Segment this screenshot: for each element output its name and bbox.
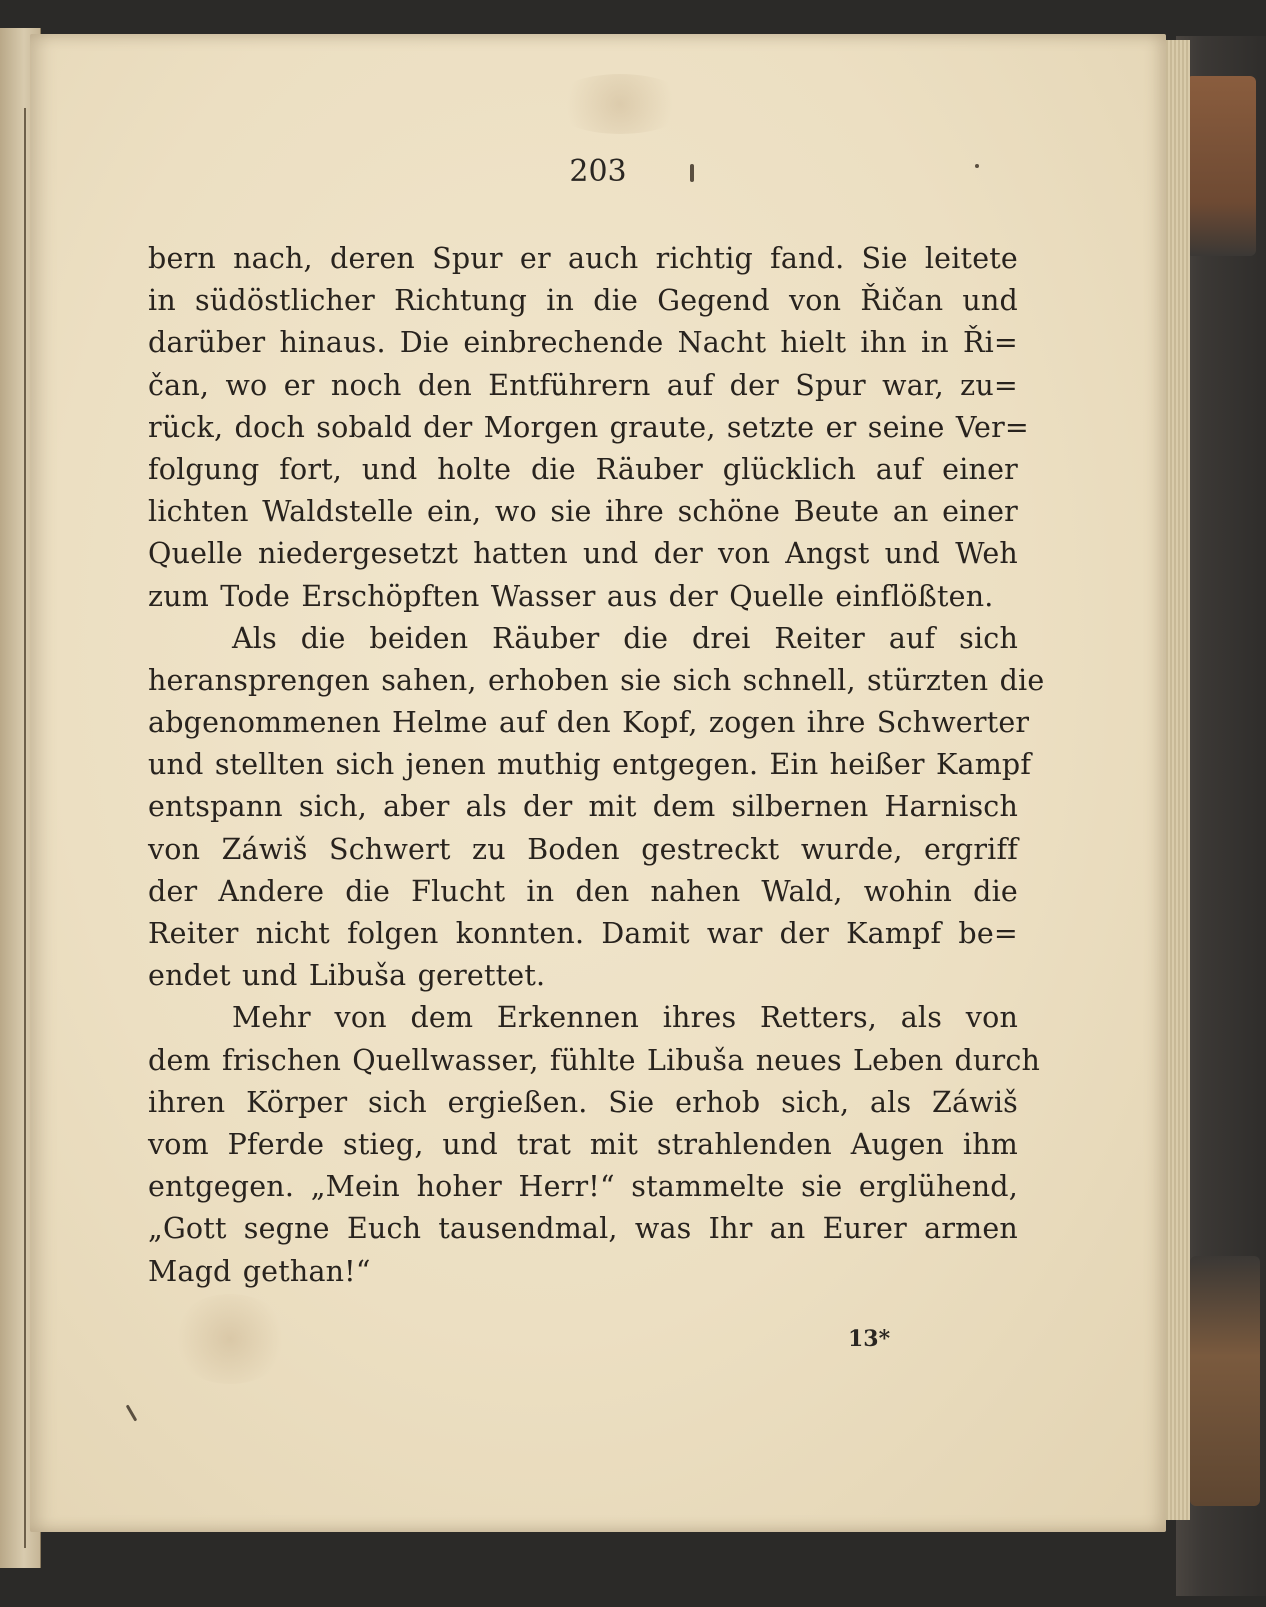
text-line: Mehr von dem Erkennen ihres Retters, als von bbox=[232, 1001, 1018, 1035]
text-line: von Záwiš Schwert zu Boden gestreckt wurde, ergriff bbox=[148, 832, 1018, 866]
text-line: Quelle niedergesetzt hatten und der von Angst und Weh bbox=[148, 537, 1018, 571]
book-page bbox=[30, 34, 1166, 1532]
paper-speck bbox=[126, 1404, 138, 1421]
text-line: entgegen. „Mein hoher Herr!“ stammelte sie erglühend, bbox=[148, 1170, 1018, 1204]
page-number: 203 bbox=[569, 154, 627, 189]
text-line: lichten Waldstelle ein, wo sie ihre schöne Beute an einer bbox=[148, 495, 1018, 529]
cover-worn-corner-bottom bbox=[1190, 1256, 1260, 1506]
paper-stain bbox=[170, 1294, 290, 1384]
body-text bbox=[148, 238, 1045, 1293]
text-line: zum Tode Erschöpften Wasser aus der Quelle einflößten. bbox=[148, 579, 994, 613]
cover-worn-corner-top bbox=[1186, 76, 1256, 256]
text-line: der Andere die Flucht in den nahen Wald, wohin die bbox=[148, 874, 1018, 908]
text-line: und stellten sich jenen muthig entgegen. Ein heißer Kampf bbox=[148, 748, 1032, 782]
left-page-fold bbox=[24, 108, 26, 1548]
text-line: endet und Libuša gerettet. bbox=[148, 959, 546, 993]
text-line: „Gott segne Euch tausendmal, was Ihr an Eurer armen bbox=[148, 1212, 1018, 1246]
text-line: darüber hinaus. Die einbrechende Nacht hielt ihn in Ři= bbox=[148, 326, 1018, 360]
text-line: dem frischen Quellwasser, fühlte Libuša neues Leben durch bbox=[148, 1043, 1041, 1077]
text-line: heransprengen sahen, erhoben sie sich schnell, stürzten die bbox=[148, 663, 1045, 697]
text-line: čan, wo er noch den Entführern auf der Spur war, zu= bbox=[148, 368, 1018, 402]
paper-stain bbox=[550, 74, 690, 134]
signature-mark: 13* bbox=[848, 1326, 891, 1352]
text-line: Reiter nicht folgen konnten. Damit war der Kampf be= bbox=[148, 917, 1018, 950]
text-line: vom Pferde stieg, und trat mit strahlenden Augen ihm bbox=[148, 1127, 1018, 1161]
text-line: rück, doch sobald der Morgen graute, setzte er seine Ver= bbox=[148, 410, 1029, 444]
text-line: abgenommenen Helme auf den Kopf, zogen ihre Schwerter bbox=[148, 706, 1030, 740]
text-line: folgung fort, und holte die Räuber glücklich auf einer bbox=[148, 452, 1018, 486]
text-line: ihren Körper sich ergießen. Sie erhob sich, als Záwiš bbox=[148, 1085, 1018, 1119]
text-line: bern nach, deren Spur er auch richtig fand. Sie leitete bbox=[148, 242, 1018, 275]
text-line: entspann sich, aber als der mit dem silbernen Harnisch bbox=[148, 790, 1018, 824]
text-line: in südöstlicher Richtung in die Gegend von Řičan und bbox=[148, 284, 1018, 318]
text-line: Magd gethan!“ bbox=[148, 1254, 371, 1288]
text-line: Als die beiden Räuber die drei Reiter auf sich bbox=[232, 621, 1018, 655]
